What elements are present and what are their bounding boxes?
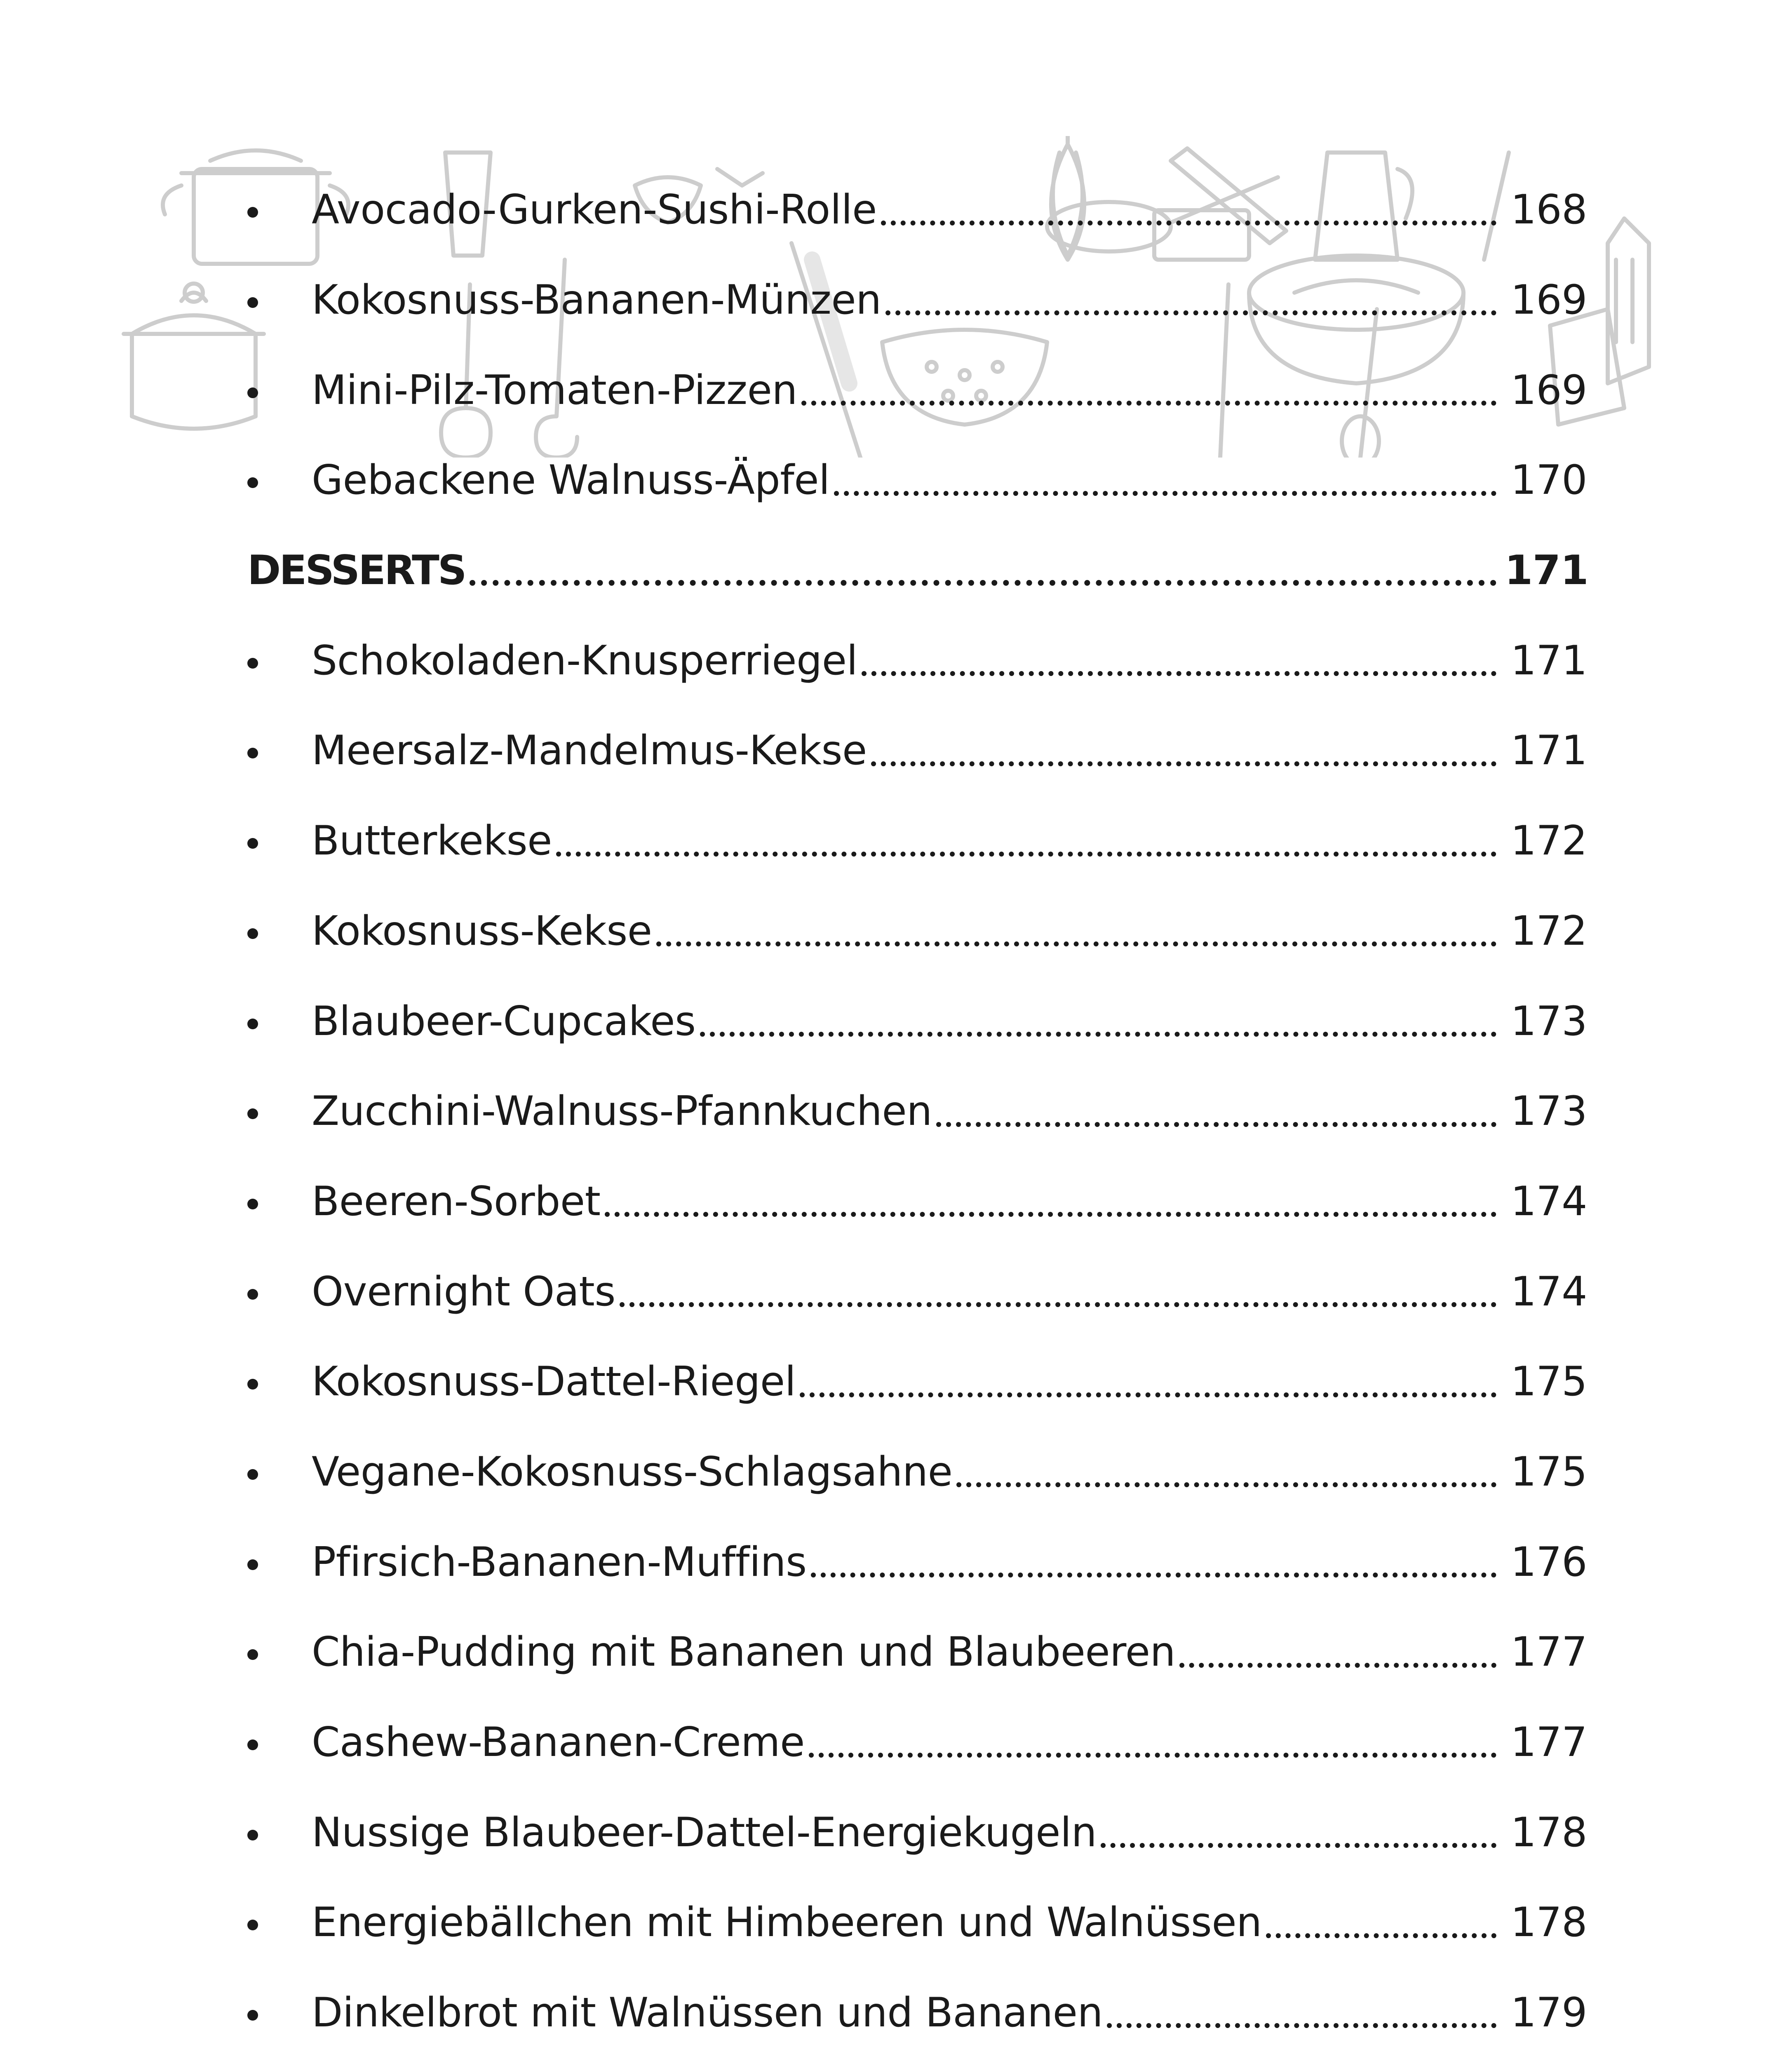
toc-entry-title: Beeren-Sorbet <box>312 1178 601 1225</box>
toc-entry[interactable] <box>247 345 1587 435</box>
toc-entry[interactable] <box>247 1066 1587 1157</box>
toc-entry[interactable] <box>247 1427 1587 1517</box>
page-number: 171 <box>1510 637 1587 684</box>
page-number: 174 <box>1510 1268 1587 1315</box>
bullet-icon <box>247 1108 258 1119</box>
toc-entry-title: Overnight Oats <box>312 1268 615 1315</box>
dot-leader <box>700 1032 1496 1037</box>
dot-leader <box>1107 2023 1496 2028</box>
bullet-icon <box>247 1019 258 1029</box>
toc-entry[interactable] <box>247 1517 1587 1607</box>
page-number: 169 <box>1510 277 1587 324</box>
dot-leader <box>620 1302 1496 1307</box>
toc-entry-title: Kokosnuss-Dattel-Riegel <box>312 1358 796 1406</box>
bullet-icon <box>247 1469 258 1480</box>
page-number: 174 <box>1510 1178 1587 1225</box>
toc-entry-title: Mini-Pilz-Tomaten-Pizzen <box>312 366 798 414</box>
page-number: 175 <box>1510 1358 1587 1406</box>
bullet-icon <box>247 207 258 218</box>
toc-entry-title: Kokosnuss-Bananen-Münzen <box>312 277 881 324</box>
toc-entry[interactable] <box>247 255 1587 345</box>
dot-leader <box>1101 1843 1496 1848</box>
page-number: 177 <box>1510 1629 1587 1676</box>
page-number: 168 <box>1510 186 1587 234</box>
page-number: 178 <box>1510 1899 1587 1946</box>
page-number: 170 <box>1510 457 1587 504</box>
bullet-icon <box>247 1289 258 1300</box>
toc-entry[interactable] <box>247 796 1587 886</box>
dot-leader <box>871 761 1496 766</box>
page-number: 169 <box>1510 366 1587 414</box>
toc-entry[interactable] <box>247 1157 1587 1247</box>
bullet-icon <box>247 748 258 758</box>
dot-leader <box>800 1392 1496 1397</box>
bullet-icon <box>247 1830 258 1840</box>
bullet-icon <box>247 2010 258 2021</box>
bullet-icon <box>247 477 258 488</box>
dot-leader <box>885 310 1496 315</box>
dot-leader <box>956 1482 1496 1487</box>
toc-entry[interactable] <box>247 1968 1587 2058</box>
bullet-icon <box>247 1739 258 1750</box>
dot-leader <box>556 852 1496 857</box>
page-number: 176 <box>1510 1538 1587 1586</box>
dot-leader <box>1179 1663 1496 1668</box>
dot-leader <box>801 401 1496 406</box>
toc-entry-title: Zucchini-Walnuss-Pfannkuchen <box>312 1088 932 1135</box>
page-number: 177 <box>1510 1719 1587 1766</box>
toc-entry[interactable] <box>247 1337 1587 1427</box>
dot-leader <box>605 1212 1496 1217</box>
toc-entry[interactable] <box>247 1878 1587 1968</box>
bullet-icon <box>247 1559 258 1570</box>
page-number: 171 <box>1510 727 1587 775</box>
toc-entry[interactable] <box>247 706 1587 796</box>
dot-leader <box>811 1573 1496 1577</box>
bullet-icon <box>247 838 258 849</box>
toc-entry[interactable] <box>247 1697 1587 1788</box>
toc-entry[interactable] <box>247 165 1587 255</box>
toc-entry-title: Dinkelbrot mit Walnüssen und Bananen <box>312 1989 1103 2037</box>
dot-leader <box>834 491 1496 496</box>
dot-leader <box>862 671 1496 676</box>
bullet-icon <box>247 658 258 669</box>
dot-leader <box>809 1753 1496 1758</box>
dot-leader <box>936 1122 1496 1127</box>
page-number: 171 <box>1505 547 1589 594</box>
toc-entry-title: Meersalz-Mandelmus-Kekse <box>312 727 867 775</box>
toc-entry[interactable] <box>247 1246 1587 1337</box>
toc-entry-title: Butterkekse <box>312 817 552 865</box>
page-number: 172 <box>1510 907 1587 955</box>
toc-entry[interactable] <box>247 886 1587 977</box>
page-number: 173 <box>1510 1088 1587 1135</box>
page-number: 178 <box>1510 1809 1587 1856</box>
toc-entry[interactable] <box>247 615 1587 706</box>
toc-entry[interactable] <box>247 976 1587 1066</box>
section-title: DESSERTS <box>247 547 465 594</box>
table-of-contents <box>247 165 1587 2061</box>
toc-entry-title: Gebackene Walnuss-Äpfel <box>312 457 830 504</box>
toc-entry-title: Kokosnuss-Kekse <box>312 907 652 955</box>
toc-entry-title: Energiebällchen mit Himbeeren und Walnüssen <box>312 1899 1262 1946</box>
toc-entry-title: Schokoladen-Knusperriegel <box>312 637 858 684</box>
toc-entry-title: Chia-Pudding mit Bananen und Blaubeeren <box>312 1629 1176 1676</box>
bullet-icon <box>247 928 258 939</box>
dot-leader <box>470 580 1497 586</box>
toc-section-heading[interactable] <box>247 526 1587 616</box>
bullet-icon <box>247 1920 258 1930</box>
toc-entry-title: Pfirsich-Bananen-Muffins <box>312 1538 807 1586</box>
dot-leader <box>1266 1933 1496 1938</box>
page-number: 172 <box>1510 817 1587 865</box>
toc-entry-title: Vegane-Kokosnuss-Schlagsahne <box>312 1448 953 1495</box>
dot-leader <box>881 221 1496 225</box>
page-number: 173 <box>1510 998 1587 1045</box>
page-number: 175 <box>1510 1448 1587 1495</box>
toc-entry[interactable] <box>247 1787 1587 1878</box>
bullet-icon <box>247 1199 258 1209</box>
toc-entry-title: Avocado-Gurken-Sushi-Rolle <box>312 186 877 234</box>
bullet-icon <box>247 387 258 398</box>
toc-entry-title: Blaubeer-Cupcakes <box>312 998 696 1045</box>
toc-entry-title: Cashew-Bananen-Creme <box>312 1719 805 1766</box>
dot-leader <box>656 941 1496 946</box>
bullet-icon <box>247 1649 258 1660</box>
toc-entry[interactable] <box>247 1607 1587 1697</box>
toc-entry-title: Nussige Blaubeer-Dattel-Energiekugeln <box>312 1809 1097 1856</box>
bullet-icon <box>247 1379 258 1390</box>
bullet-icon <box>247 297 258 308</box>
page-number: 179 <box>1510 1989 1587 2037</box>
toc-entry[interactable] <box>247 435 1587 526</box>
toc-entry[interactable] <box>247 2058 1587 2061</box>
